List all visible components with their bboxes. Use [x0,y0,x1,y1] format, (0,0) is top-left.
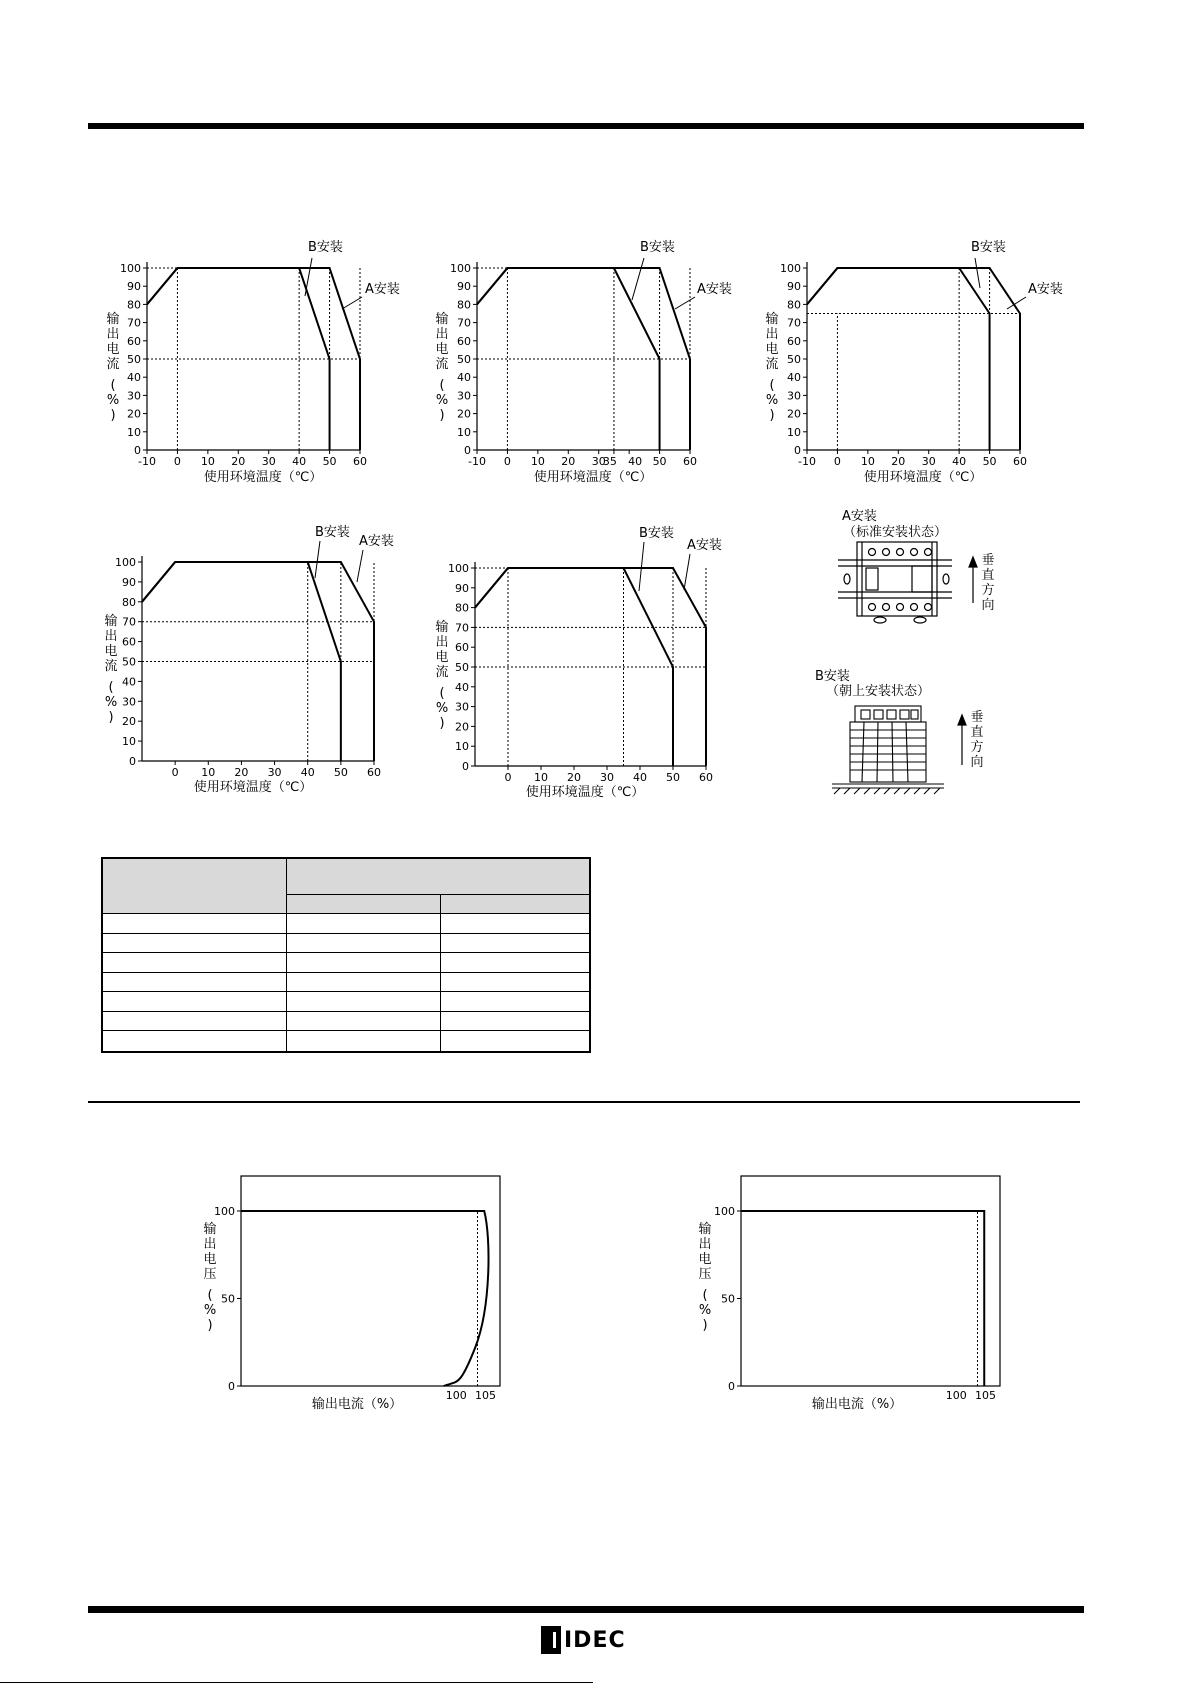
derating-5-xtick-label-3: 30 [600,771,614,784]
derating-3-ytick-label-1: 10 [787,425,801,439]
derating-2-xtick-label-3: 20 [561,455,576,468]
derating-5-xlabel: 使用环境温度（℃） [525,785,645,800]
derating-4-xtick-label-6: 60 [367,766,381,779]
derating-5-xtick-label-6: 60 [699,771,713,784]
derating-2-ytick-label-8: 80 [457,298,471,312]
table-cell [103,914,287,933]
derating-4-ytick-label-4: 40 [122,675,136,689]
derating-5-leader-b [639,542,644,591]
derating-2-ytick-label-3: 30 [457,389,471,403]
table-cell [287,914,441,933]
table-cell [103,1012,287,1031]
derating-3-xtick-label-6: 50 [982,455,997,468]
derating-1-xtick-label-0: -10 [138,455,156,468]
derating-1-label-a: A安装 [365,282,400,297]
table-row [103,1012,589,1032]
derating-4-ytick-label-5: 50 [122,655,136,669]
derating-5-xtick-label-2: 20 [567,771,581,784]
derating-5-ytick-label-0: 0 [462,760,469,773]
overcurrent-2-frame [741,1176,1000,1386]
table-row [103,1031,589,1051]
derating-3-xtick-label-1: 0 [833,455,841,468]
derating-3-series-a [807,268,1020,450]
overcurrent-1-xtick-label-0: 100 [445,1389,467,1402]
derating-3-xtick-label-3: 20 [891,455,906,468]
b-mount-title: B安装 [815,669,850,684]
derating-2-ytick-label-9: 90 [457,280,471,294]
spec-table-header-top [287,859,589,895]
idec-logo-mark [541,1626,561,1654]
derating-2-ytick-label-5: 50 [457,353,471,366]
table-cell [287,1012,441,1031]
derating-4-leader-a [357,550,363,582]
derating-4-xtick-label-4: 40 [300,766,315,779]
chart4-ylabel: 输 出 电 流 ( % ) [104,614,118,725]
spec-table-subheader-2 [441,895,589,914]
derating-2-ytick-label-0: 0 [464,444,471,457]
derating-1-ytick-label-7: 70 [127,316,141,330]
derating-1-series-b [147,268,330,450]
table-cell [441,973,589,992]
derating-4-leader-b [315,541,320,578]
derating-2-xlabel: 使用环境温度（℃） [533,470,653,485]
a-mount-title: A安装 [842,509,877,524]
derating-1-ytick-label-2: 20 [127,407,141,421]
derating-1-ytick-label-9: 90 [127,280,141,294]
derating-5-ytick-label-9: 90 [455,581,469,595]
derating-2-ytick-label-7: 70 [457,316,471,330]
derating-3-ytick-label-3: 30 [787,389,801,403]
derating-4-xtick-label-5: 50 [333,766,348,779]
table-row [103,953,589,973]
overcurrent-1-frame [241,1176,500,1386]
derating-3-xtick-label-4: 30 [921,455,936,468]
overcurrent-1-xtick-label-1: 105 [474,1389,496,1402]
chart7-ylabel: 输 出 电 压 ( % ) [698,1222,712,1333]
overcurrent-1-ytick-label-2: 100 [214,1205,235,1218]
derating-5-ytick-label-10: 100 [448,562,469,575]
derating-4-xlabel: 使用环境温度（℃） [193,780,313,795]
derating-2-leader-a [675,297,695,309]
derating-4-ytick-label-1: 10 [122,735,136,749]
derating-1-ytick-label-0: 0 [134,444,141,457]
b-mount-direction: 垂 直 方 向 [970,710,984,770]
derating-2-ytick-label-4: 40 [457,371,471,385]
table-row [103,934,589,954]
overcurrent-1-xlabel: 输出电流（%） [311,1397,403,1412]
derating-5-ytick-label-6: 60 [455,641,469,655]
chart5-ylabel: 输 出 电 流 ( % ) [435,620,449,731]
derating-3-ytick-label-5: 50 [787,353,801,366]
derating-2-xtick-label-5: 35 [602,455,617,468]
derating-2-label-a: A安装 [697,282,732,297]
derating-5-ytick-label-3: 30 [455,700,469,714]
derating-5-label-a: A安装 [687,538,722,553]
derating-5-xtick-label-4: 40 [633,771,647,784]
derating-3-xlabel: 使用环境温度（℃） [863,470,983,485]
overcurrent-2-xlabel: 输出电流（%） [811,1397,903,1412]
table-cell [103,934,287,953]
derating-1-leader-b [305,258,312,296]
a-mount-direction: 垂 直 方 向 [981,553,995,613]
table-cell [287,953,441,972]
derating-2-xtick-label-6: 40 [628,455,643,468]
table-row [103,914,589,934]
table-cell [103,953,287,972]
derating-5-ytick-label-8: 80 [455,601,469,615]
derating-4-xtick-label-3: 30 [267,766,282,779]
derating-5-ytick-label-1: 10 [455,740,469,754]
table-cell [441,914,589,933]
overcurrent-1-ytick-label-0: 0 [228,1380,235,1393]
table-cell [441,953,589,972]
derating-1-ytick-label-3: 30 [127,389,141,403]
derating-3-label-a: A安装 [1028,282,1063,297]
derating-5-ytick-label-7: 70 [455,621,469,635]
derating-4-ytick-label-6: 60 [122,635,136,649]
table-cell [103,992,287,1011]
derating-3-ytick-label-10: 100 [780,262,801,275]
derating-1-xtick-label-7: 60 [353,455,367,468]
derating-4-xtick-label-0: 0 [171,766,179,779]
derating-2-ytick-label-6: 60 [457,334,471,348]
b-mount-subtitle: （朝上安装状态） [826,684,931,699]
overcurrent-1-series-line [241,1211,489,1386]
table-cell [441,992,589,1011]
overcurrent-2-series-line [741,1211,984,1386]
derating-2-leader-b [632,258,644,300]
derating-1-leader-a [342,297,362,309]
derating-1-xtick-label-5: 40 [292,455,307,468]
overcurrent-2-xtick-label-0: 100 [945,1389,967,1402]
table-cell [287,973,441,992]
derating-1-xlabel: 使用环境温度（℃） [203,470,323,485]
derating-1-xtick-label-4: 30 [261,455,276,468]
derating-3-ytick-label-0: 0 [794,444,801,457]
table-row [103,973,589,993]
chart3-ylabel: 输 出 电 流 ( % ) [765,312,779,423]
derating-5-xtick-label-5: 50 [666,771,680,784]
table-cell [103,973,287,992]
table-cell [441,1031,589,1051]
derating-1-ytick-label-8: 80 [127,298,141,312]
idec-logo-text: IDEC [564,1627,626,1653]
spec-table-subheader-1 [287,895,441,914]
a-mount-subtitle: （标准安装状态） [843,525,948,540]
spec-table-header-left [103,859,287,914]
derating-1-xtick-label-2: 10 [200,455,215,468]
derating-5-leader-a [684,554,690,590]
derating-1-ytick-label-5: 50 [127,353,141,366]
derating-2-xtick-label-4: 30 [591,455,606,468]
derating-3-xtick-label-2: 10 [860,455,875,468]
overcurrent-2-xtick-label-1: 105 [974,1389,996,1402]
derating-5-ytick-label-4: 40 [455,680,469,694]
chart6-ylabel: 输 出 电 压 ( % ) [203,1222,217,1333]
spec-table-body [103,914,589,1051]
derating-2-xtick-label-1: 0 [503,455,511,468]
derating-1-xtick-label-6: 50 [322,455,337,468]
overcurrent-2-ytick-label-2: 100 [714,1205,735,1218]
derating-2-label-b: B安装 [640,240,675,255]
derating-4-xtick-label-2: 20 [234,766,249,779]
derating-4-ytick-label-8: 80 [122,595,136,609]
derating-4-ytick-label-7: 70 [122,615,136,629]
derating-4-ytick-label-2: 20 [122,715,136,729]
table-cell [441,934,589,953]
overcurrent-2-ytick-label-0: 0 [728,1380,735,1393]
derating-1-xtick-label-1: 0 [173,455,181,468]
derating-3-xtick-label-5: 40 [952,455,967,468]
derating-2-xtick-label-8: 60 [683,455,697,468]
derating-4-ytick-label-0: 0 [129,755,136,768]
derating-2-ytick-label-2: 20 [457,407,471,421]
derating-5-label-b: B安装 [639,526,674,541]
derating-4-xtick-label-1: 10 [201,766,216,779]
spec-table [101,857,591,1053]
chart2-ylabel: 输 出 电 流 ( % ) [435,312,449,423]
derating-3-ytick-label-8: 80 [787,298,801,312]
derating-3-leader-b [975,258,980,288]
derating-4-label-b: B安装 [315,525,350,540]
derating-2-xtick-label-2: 10 [530,455,545,468]
chart1-ylabel: 输 出 电 流 ( % ) [106,312,120,423]
derating-5-ytick-label-2: 20 [455,720,469,734]
derating-2-xtick-label-7: 50 [652,455,667,468]
derating-3-ytick-label-7: 70 [787,316,801,330]
idec-logo [541,1626,626,1654]
derating-1-xtick-label-3: 20 [231,455,246,468]
derating-1-ytick-label-4: 40 [127,371,141,385]
derating-3-xtick-label-7: 60 [1013,455,1027,468]
derating-5-xtick-label-0: 0 [504,771,512,784]
table-cell [103,1031,287,1051]
derating-2-ytick-label-1: 10 [457,425,471,439]
derating-1-ytick-label-6: 60 [127,334,141,348]
derating-2-ytick-label-10: 100 [450,262,471,275]
derating-1-ytick-label-1: 10 [127,425,141,439]
table-row [103,992,589,1012]
derating-4-label-a: A安装 [359,534,394,549]
derating-3-label-b: B安装 [971,240,1006,255]
derating-3-ytick-label-6: 60 [787,334,801,348]
table-cell [287,934,441,953]
derating-5-xtick-label-1: 10 [534,771,548,784]
overcurrent-1-ytick-label-1: 50 [221,1292,235,1306]
derating-3-ytick-label-2: 20 [787,407,801,421]
derating-4-ytick-label-10: 100 [115,556,136,569]
derating-3-series-b [807,268,990,450]
derating-4-ytick-label-3: 30 [122,695,136,709]
table-cell [441,1012,589,1031]
derating-3-ytick-label-4: 40 [787,371,801,385]
derating-2-series-b [477,268,660,450]
derating-2-xtick-label-0: -10 [468,455,486,468]
table-cell [287,1031,441,1051]
derating-5-ytick-label-5: 50 [455,661,469,674]
overcurrent-2-ytick-label-1: 50 [721,1292,735,1306]
derating-4-ytick-label-9: 90 [122,575,136,589]
derating-3-xtick-label-0: -10 [798,455,816,468]
derating-3-ytick-label-9: 90 [787,280,801,294]
derating-1-ytick-label-10: 100 [120,262,141,275]
derating-1-label-b: B安装 [308,240,343,255]
table-cell [287,992,441,1011]
